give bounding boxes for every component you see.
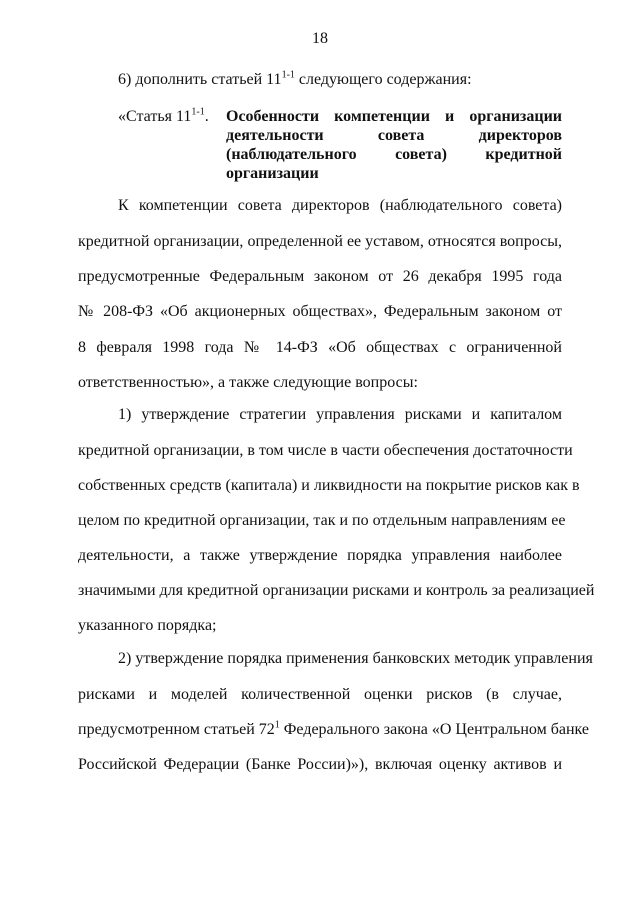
item2-line: 2) утверждение порядка применения банковских методик управления bbox=[118, 650, 593, 667]
item2-line bbox=[78, 719, 589, 740]
article-heading-line: Особенности компетенции и организации bbox=[226, 108, 562, 125]
paragraph1-line: кредитной организации, определенной ее уставом, относятся вопросы, bbox=[78, 233, 562, 250]
article-label-superscript: 1-1 bbox=[191, 106, 205, 118]
item1-line: 1) утверждение стратегии управления рисками и капиталом bbox=[118, 406, 562, 423]
article-heading-line: деятельности совета директоров bbox=[226, 127, 562, 144]
item2-line3-suffix: Федерального закона «О Центральном банке bbox=[279, 721, 589, 738]
article-heading-line: организации bbox=[226, 165, 319, 182]
item1-line: деятельности, а также утверждение порядка управления наиболее bbox=[78, 547, 562, 564]
item1-line: кредитной организации, в том числе в части обеспечения достаточности bbox=[78, 442, 573, 459]
paragraph1-line: К компетенции совета директоров (наблюдательного совета) bbox=[118, 197, 562, 214]
article-label bbox=[118, 107, 209, 127]
intro-superscript: 1-1 bbox=[281, 69, 295, 81]
item1-line: значимыми для кредитной организации рисками и контроль за реализацией bbox=[78, 582, 595, 599]
intro-suffix: следующего содержания: bbox=[294, 71, 472, 88]
item2-line3-prefix: предусмотренном статьей 72 bbox=[78, 721, 275, 738]
paragraph1-line: ответственностью», а также следующие вопросы: bbox=[78, 374, 418, 391]
paragraph1-line: № 208-ФЗ «Об акционерных обществах», Федеральным законом от bbox=[78, 303, 562, 320]
item2-line3-superscript: 1 bbox=[274, 719, 280, 731]
article-heading-line: (наблюдательного совета) кредитной bbox=[226, 146, 562, 163]
item1-line: собственных средств (капитала) и ликвидности на покрытие рисков как в bbox=[78, 477, 580, 494]
item1-line: указанного порядка; bbox=[78, 617, 217, 634]
item2-line: рисками и моделей количественной оценки рисков (в случае, bbox=[78, 686, 562, 703]
paragraph1-line: 8 февраля 1998 года № 14-ФЗ «Об обществах с ограниченной bbox=[78, 339, 562, 356]
item1-line: целом по кредитной организации, так и по отдельным направлениям ее bbox=[78, 512, 566, 529]
paragraph1-line: предусмотренные Федеральным законом от 26 декабря 1995 года bbox=[78, 268, 562, 285]
item2-line: Российской Федерации (Банке России)»), включая оценку активов и bbox=[78, 756, 562, 773]
intro-prefix: 6) дополнить статьей 11 bbox=[118, 71, 282, 88]
page-number: 18 bbox=[312, 30, 328, 47]
intro-line bbox=[118, 70, 562, 90]
article-label-suffix: . bbox=[204, 108, 209, 125]
article-label-prefix: «Статья 11 bbox=[118, 108, 192, 125]
